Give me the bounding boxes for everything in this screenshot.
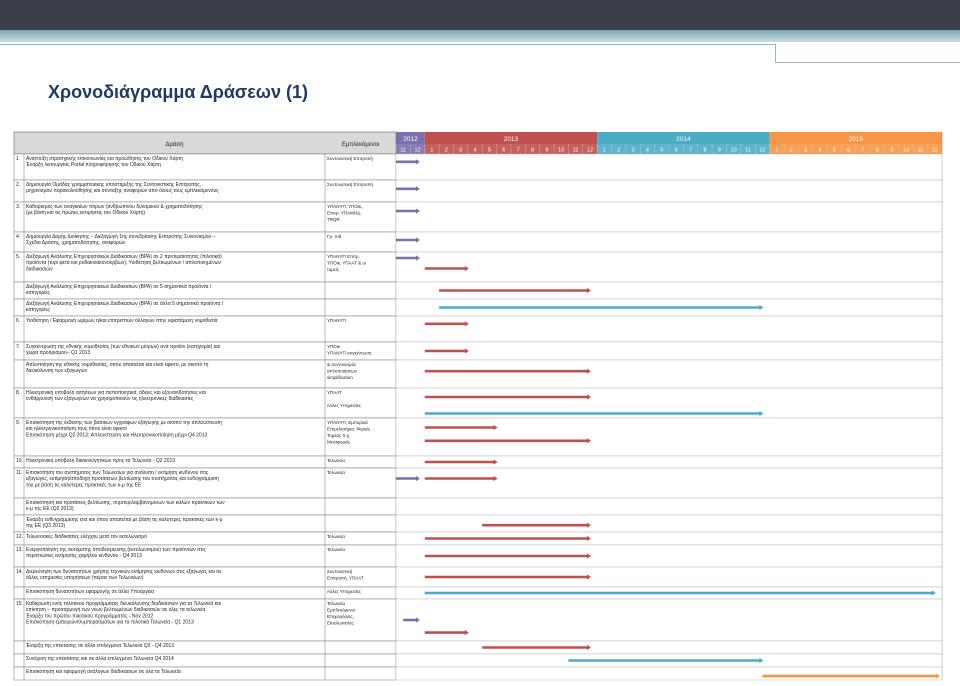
timeline-cell (396, 154, 942, 180)
month-label: 8 (875, 147, 879, 154)
month-label: 4 (818, 147, 822, 154)
table-row (14, 252, 942, 282)
month-label: 12 (931, 147, 938, 154)
row-involved-text: Μεταφορείς (327, 439, 351, 445)
row-involved-text: ΥΠΟικ (327, 344, 341, 349)
month-label: 11 (745, 147, 751, 154)
month-label: 12 (759, 147, 766, 154)
year-label: 2012 (403, 136, 418, 143)
row-number: 14. (16, 569, 23, 575)
row-involved-text: Τελωνεία (327, 601, 345, 606)
row-action-text: του με βάση τις καλύτερες πρακτικές των κ-μ της ΕΕ (26, 482, 142, 489)
month-label: 7 (689, 147, 693, 154)
timeline-cell (396, 252, 942, 282)
row-action-text: Επισκόπηση και προτάσεις βελτίωσης, συμπεριλαμβανομένων των καλών πρακτικών των (26, 500, 225, 506)
month-label: 4 (473, 147, 477, 154)
row-involved-text: Άλλες Υπηρεσίες (327, 589, 361, 594)
table-row (14, 388, 942, 418)
timeline-cell (396, 180, 942, 202)
row-number: 1 (16, 156, 19, 162)
month-label: 4 (645, 147, 649, 154)
row-involved-text: ΥΠΟικ, ΥΠΑΑΤ & οι (327, 260, 367, 266)
row-involved-text: Άλλες Υπηρεσίες (327, 403, 361, 408)
month-label: 11 (917, 147, 924, 154)
row-action-text: Διεξαγωγή Ανάλυσης Επιχειρησιακών Διαδικασιών (BPA) σε άλλα 5 σημαντικά προϊόντα / (26, 301, 224, 307)
month-label: 8 (530, 147, 535, 154)
row-involved-text: ΥΠΑΝΥΠ (327, 318, 346, 323)
row-action-text: Επισκόπηση δυνατοτήτων εφαρμογής σε άλλα Υπουργεία (26, 589, 155, 595)
row-action-text: Επισκόπηση του συστήματος των Τελωνείων για ανάλυση / εκτίμηση κινδύνου στις (26, 470, 209, 476)
row-action-text: (με βάση και τις πρώτες εκτιμήσεις του Οδικού Χάρτη) (26, 210, 146, 217)
table-row (14, 154, 942, 180)
month-label: 1 (602, 147, 606, 154)
row-involved-text: ΥΠΑΑΤ (327, 390, 342, 395)
timeline-cell (396, 232, 942, 252)
row-action-text: Απλοποίηση της εθνικής νομοθεσίας, όπου απαιτείται και είναι εφικτό, με σκοπό τη (26, 362, 209, 368)
row-involved-text: Γρ. πιθ (327, 234, 342, 239)
month-label: 3 (459, 147, 463, 154)
row-action-text: περιπτώσεις εκτίμησης χαμηλού κινδύνου - Q4 2013 (26, 553, 142, 560)
month-label: 5 (487, 147, 491, 154)
table-row (14, 180, 942, 202)
row-number: 6. (16, 318, 21, 324)
row-action-text: κατηγορίες (26, 290, 50, 297)
row-involved-text: & συντονισμός (327, 362, 357, 367)
header-cell (14, 132, 396, 154)
month-label: 3 (631, 147, 635, 154)
row-number: 8. (16, 390, 21, 396)
row-involved-text: Συντονιστική Επιτροπή (327, 182, 374, 187)
month-label: 12 (586, 147, 594, 154)
month-label: 2 (444, 147, 448, 154)
table-row (14, 360, 942, 388)
row-involved-text: Εμπλεκόμενοι (327, 607, 356, 613)
row-involved-text: Εκτελωνιστές (327, 620, 354, 626)
header-action: Δράση (165, 142, 184, 148)
table-row (14, 202, 942, 232)
timeline-cell (396, 599, 942, 641)
row-action-text: διευκόλυνση των εξαγωγών (26, 368, 88, 375)
row-action-text: άλλες υπηρεσίες υπορήσεων (πέραν των Τελωνείων) (26, 575, 144, 582)
row-number: 13. (16, 547, 23, 553)
month-label: 10 (903, 147, 910, 154)
table-row (14, 282, 942, 299)
row-involved-text: τομείς (327, 267, 339, 272)
row-action-text: προϊόντα (τυρί φέτα και ροδακινακονσερβών), Υιοθέτηση βελτιωμένων / απλοποιημένων (26, 260, 222, 267)
month-label: 9 (717, 147, 721, 154)
row-action-text: της ΕΕ (Q3 2013) (26, 523, 66, 530)
month-label: 12 (414, 147, 421, 154)
year-label: 2013 (503, 136, 519, 143)
row-action-text: Ηλεκτρονική υποβολή δικαιολογητικών προς τα Τελωνεία - Q2 2013 (26, 458, 176, 464)
row-action-text: επίκτηση – προσαρμογή των νέων βελτιωμένων διαδικασιών σε όλες τα τελωνεία (26, 607, 206, 614)
timeline-cell (396, 360, 942, 388)
row-action-text: Τελωνειακές διαδικασίες ελέγχου μετά τον εκτελωνισμό (26, 534, 147, 540)
row-number: 10. (16, 458, 23, 464)
month-label: 1 (775, 147, 779, 154)
row-action-text: ενθάρρυνση των εξαγωγέων να χρησιμοποιούν τις ηλεκτρονικές διαδικασίες (26, 396, 194, 403)
row-number: 2. (16, 182, 21, 188)
row-involved-text: Επιτροπή, ΥΠΑΑΤ (327, 575, 364, 581)
month-label: 8 (703, 147, 707, 154)
month-label: 3 (803, 147, 808, 154)
row-action-text: κ-μ της ΕΕ (Q2 2013) (26, 506, 74, 513)
month-label: 11 (572, 147, 579, 154)
row-number: 9. (16, 420, 21, 426)
row-action-text: Δημιουργία Ομάδας γραμματειακής υποστήριξης της Συντονιστικής Επιτροπής, (26, 182, 202, 188)
row-action-text: Δημιουργία Δομής Διοίκησης – Διεξαγωγή 1ης συνεδρίασης Επιτροπής Συνιονισμού – (26, 234, 216, 240)
row-action-text: Έναρξη της επέκτασης σε άλλα επιλεγμένα Τελωνεία Q3 - Q4 2013 (26, 643, 175, 649)
month-label: 7 (516, 147, 520, 154)
table-row (14, 468, 942, 498)
row-involved-text: Επιχειρήσεις, (327, 614, 354, 619)
row-number: 15. (16, 601, 23, 607)
row-involved-text: Τελωνεία (327, 534, 345, 539)
timeline-cell (396, 316, 942, 342)
table-row (14, 232, 942, 252)
table-row (14, 667, 942, 680)
row-action-text: Έναρξη ευθυγράμμισης ένα και όπου απαιτείται με βάση τις καλύτερες πρακτικές των κ-μ (26, 517, 223, 523)
timeline-cell (396, 418, 942, 456)
row-involved-text: Επιτρ. ΥΠΑΜΗΔ, (327, 210, 362, 216)
table-row (14, 418, 942, 456)
month-label: 2 (789, 147, 793, 154)
page-title: Χρονοδιάγραμμα Δράσεων (1) (48, 82, 308, 102)
table-row (14, 587, 942, 599)
row-action-text: Καθορισμός των αναγκαίων πόρων (ανθρώπινου δυναμικού & χρηματοδότησης (26, 204, 203, 210)
row-involved-text: Επιμελητήρια, Φορείς (327, 426, 371, 432)
row-action-text: εξαγωγές, εκτίμηση/αποδοχή προτάσεων βελτίωσης του συστήματος και ευθυγράμμιση (26, 476, 219, 483)
row-involved-text: ΥΠΑΝΥΠ Επιτρ. (327, 254, 360, 259)
row-action-text: μηχανισμού παρακολούθησης και σύνταξης αναφορών από όλους τους εμπλεκόμενους (26, 188, 219, 195)
table-row (14, 342, 942, 360)
table-row (14, 498, 942, 515)
row-action-text: Καθιέρωση ενός πιλοτικού προγράμματος διευκόλυνσης διαδικασιών για τα Τελωνεία και (26, 601, 222, 607)
year-label: 2015 (848, 136, 864, 143)
row-action-text: Έναρξη λειτουργίας Portal πληροφόρησης του Οδικού Χάρτη (26, 162, 161, 169)
timeline-cell (396, 641, 942, 654)
row-number: 7. (16, 344, 21, 350)
month-label: 11 (400, 147, 407, 154)
table-row (14, 316, 942, 342)
row-action-text: Σχέδιο Δράσης, χρηματοδότησης, αναφορών (26, 240, 126, 247)
row-action-text: διαδικασιών (26, 266, 53, 273)
table-row (14, 641, 942, 654)
row-involved-text: Τελωνεία (327, 458, 345, 463)
table-row (14, 599, 942, 641)
month-label: 6 (674, 147, 678, 154)
table-row (14, 545, 942, 567)
row-action-text: Διερεύνηση των δυνατοτήτων χρήσης τεχνικών εκτίμησης κινδύνων στις εξαγωγές και σε (26, 569, 222, 575)
month-label: 9 (890, 147, 894, 154)
row-number: 12. (16, 534, 23, 540)
month-label: 9 (545, 147, 549, 154)
table-row (14, 567, 942, 587)
month-label: 2 (617, 147, 621, 154)
row-involved-text: Τελωνεία (327, 547, 345, 552)
timeline-cell (396, 468, 942, 498)
row-action-text: Επισκόπηση μέχρι Q2 2013; Απλουστευση και Ηλεκτρονικοποίηση μέχρι Q4 2013 (26, 432, 208, 439)
row-action-text: Ηλεκτρονική υποβολή αιτήσεων για πιστοποιητικά, άδειες και εξουσιοδοτήσεις και (26, 390, 206, 396)
row-action-text: Διεξαγωγή Ανάλυσης Επιχειρησιακών Διαδικασιών (BPA) σε 5 σημαντικά προϊόντα / (26, 284, 212, 290)
timeline-cell (396, 342, 942, 360)
table-row (14, 654, 942, 667)
row-action-text: Υιοθέτηση / Εφαρμογή ωρίμων ή/και επιτρεπτών αλλαγών στην υφιστάμενη νομοθεσία (26, 318, 218, 324)
row-number: 3. (16, 204, 21, 210)
table-row (14, 456, 942, 468)
row-number: 5. (16, 254, 21, 260)
row-number: 11. (16, 470, 23, 476)
row-action-text: κατηγορίες (26, 307, 50, 314)
row-action-text: Επισκόπηση εμπειρών/συμπερασμάτων για τα πιλοτικά Τελωνεία - Q1 2013 (26, 619, 194, 626)
table-row (14, 299, 942, 316)
row-involved-text: simplification (327, 375, 353, 380)
row-action-text: Διεξαγωγή Ανάλυσης Επιχειρησιακών Διαδικασιών (BPA) σε 2 προτεραιότητας (πιλοτικά) (26, 254, 222, 260)
row-involved-text: TRQR (327, 217, 340, 222)
timeline-cell (396, 515, 942, 532)
row-number: 4. (16, 234, 21, 240)
row-involved-text: απλοποιήσεων (327, 368, 357, 374)
table-row (14, 532, 942, 545)
row-involved-text: Συντονιστική Επιτροπή (327, 156, 374, 161)
timeline-cell (396, 202, 942, 232)
month-label: 10 (558, 147, 565, 154)
row-involved-text: ΥΠΑΝΥΠ, ΥΠΟικ., (327, 204, 364, 209)
row-action-text: Συνέχιση της επέκτασης και σε άλλα επιλεγμένα Τελωνεία Q4 2014 (26, 656, 174, 662)
month-label: 1 (430, 147, 434, 154)
row-action-text: και ηλεκτρονικοποίηση τους όπου είναι εφικτό (26, 426, 127, 433)
row-action-text: χώρα προορισμού– Q1 2013 (26, 350, 91, 357)
table-row (14, 515, 942, 532)
row-action-text: Ενεργοποίηση της αυτόματης αποδέσμευσης (εκτελωνισμού) των προϊόντων στις (26, 547, 206, 553)
month-label: 6 (847, 147, 851, 154)
timeline-cell (396, 498, 942, 515)
month-label: 7 (861, 147, 865, 154)
row-action-text: Ανάπτυξη στρατηγικής επικοινωνίας και προώθησης του Οδικού Χάρτη (26, 156, 183, 162)
month-label: 10 (730, 147, 737, 154)
row-involved-text: ΥΠΑΝΥΠ, Εμπορικά (327, 420, 368, 425)
month-label: 6 (502, 147, 506, 154)
month-label: 5 (832, 147, 836, 154)
row-involved-text: Συντονιστική (327, 569, 353, 574)
row-involved-text: Τελωνεία (327, 470, 345, 475)
row-action-text: Συγκέντρωση της εθνικής νομοθεσίας (των εθνικών μέτρων) ανά προϊόν (κατηγορία) και (26, 344, 221, 350)
year-label: 2014 (676, 136, 691, 143)
row-action-text: Επισκόπηση και εφαρμογή ανάλογων διαδικασιών σε όλα τα Τελωνεία (26, 669, 181, 675)
row-action-text: Έναρξη του πρώτου πιλοτικού προγράμματος - Nov 2012 (26, 613, 154, 620)
row-involved-text: Τομέας π.χ. (327, 433, 351, 438)
row-action-text: Επισκόπηση της έκδοσης των βασικών εγγράφων εξαγωγής με σκοπό την απλουστευση (26, 420, 222, 426)
month-label: 5 (660, 147, 664, 154)
header-involved: Εμπλεκόμενοι (341, 142, 380, 148)
timeline-cell (396, 667, 942, 680)
row-involved-text: ΥΠΑΝΥΠ συγκέντωση (327, 350, 372, 356)
